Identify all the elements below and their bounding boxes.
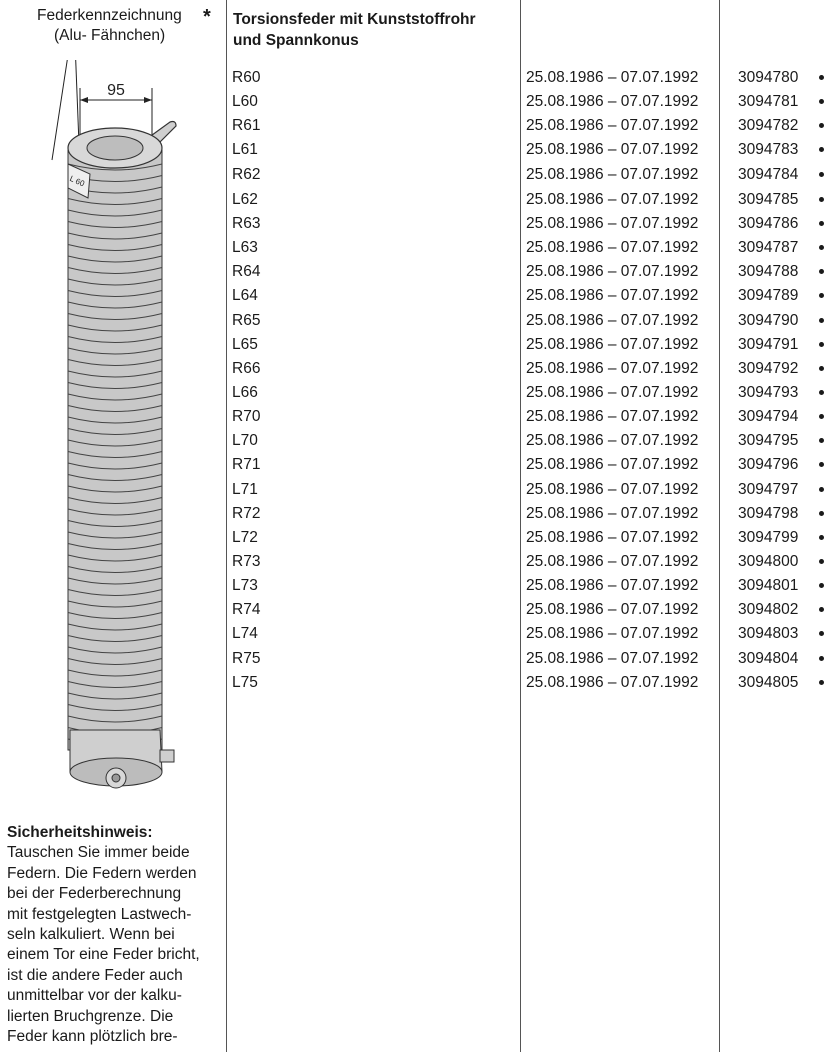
bullet-dot-icon [819,366,824,371]
header-title-line1: Torsionsfeder mit Kunststoffrohr [233,11,476,28]
spring-name: L61 [232,141,258,158]
article-number: 3094786 [738,215,799,232]
dimension-value: 95 [107,82,125,99]
table-row [0,239,839,263]
bullet-dot-icon [819,438,824,443]
article-number: 3094782 [738,117,799,134]
spring-name: L72 [232,529,258,546]
table-row [0,166,839,190]
article-number: 3094784 [738,166,799,183]
production-period: 25.08.1986 – 07.07.1992 [526,312,699,329]
production-period: 25.08.1986 – 07.07.1992 [526,336,699,353]
safety-line: einem Tor eine Feder bricht, [7,946,200,964]
production-period: 25.08.1986 – 07.07.1992 [526,505,699,522]
table-row [0,141,839,165]
article-number: 3094796 [738,456,799,473]
bullet-dot-icon [819,559,824,564]
spring-name: L64 [232,287,258,304]
table-row [0,432,839,456]
alu-flag-text: L 60 [68,174,86,189]
article-number: 3094795 [738,432,799,449]
safety-line: lierten Bruchgrenze. Die [7,1007,174,1025]
table-row [0,529,839,553]
bullet-dot-icon [819,656,824,661]
spring-name: R72 [232,505,261,522]
article-number: 3094803 [738,625,799,642]
production-period: 25.08.1986 – 07.07.1992 [526,263,699,280]
production-period: 25.08.1986 – 07.07.1992 [526,529,699,546]
article-number: 3094805 [738,674,799,691]
article-number: 3094802 [738,601,799,618]
bullet-dot-icon [819,487,824,492]
bullet-dot-icon [819,583,824,588]
article-number: 3094788 [738,263,799,280]
spring-name: R70 [232,408,261,425]
spring-name: R60 [232,69,261,86]
table-row [0,601,839,625]
article-number: 3094793 [738,384,799,401]
article-number: 3094785 [738,191,799,208]
header-title-line2: und Spannkonus [233,32,359,49]
safety-line: Federn. Die Federn werden [7,864,197,882]
spring-name: R71 [232,456,261,473]
spring-name: R73 [232,553,261,570]
production-period: 25.08.1986 – 07.07.1992 [526,432,699,449]
spring-name: R62 [232,166,261,183]
spring-name: R63 [232,215,261,232]
spring-name: L65 [232,336,258,353]
table-row [0,481,839,505]
table-row [0,384,839,408]
bullet-dot-icon [819,680,824,685]
bullet-dot-icon [819,147,824,152]
spring-name: R65 [232,312,261,329]
spring-name: L73 [232,577,258,594]
safety-line: mit festgelegten Lastwech- [7,905,192,923]
article-number: 3094797 [738,481,799,498]
table-row [0,215,839,239]
bullet-dot-icon [819,123,824,128]
article-number: 3094794 [738,408,799,425]
spring-name: R74 [232,601,261,618]
article-number: 3094781 [738,93,799,110]
bullet-dot-icon [819,318,824,323]
table-row [0,650,839,674]
spring-name: L66 [232,384,258,401]
spring-name: R66 [232,360,261,377]
spring-name: L75 [232,674,258,691]
article-number: 3094790 [738,312,799,329]
article-number: 3094799 [738,529,799,546]
production-period: 25.08.1986 – 07.07.1992 [526,215,699,232]
spring-cone-bolt-hole [112,774,120,782]
table-row [0,577,839,601]
article-number: 3094800 [738,553,799,570]
bullet-dot-icon [819,293,824,298]
article-number: 3094804 [738,650,799,667]
safety-line: Feder kann plötzlich bre- [7,1028,178,1046]
production-period: 25.08.1986 – 07.07.1992 [526,166,699,183]
spring-name: L71 [232,481,258,498]
bullet-dot-icon [819,462,824,467]
spring-cone-screw [160,750,174,762]
table-row [0,360,839,384]
figure-label-line2: (Alu- Fähnchen) [54,27,166,44]
bullet-dot-icon [819,99,824,104]
safety-line: seln kalkuliert. Wenn bei [7,926,175,944]
table-row [0,408,839,432]
spring-name: R64 [232,263,261,280]
production-period: 25.08.1986 – 07.07.1992 [526,117,699,134]
table-row [0,674,839,698]
safety-line: bei der Federberechnung [7,885,182,903]
bullet-dot-icon [819,221,824,226]
table-row [0,69,839,93]
production-period: 25.08.1986 – 07.07.1992 [526,93,699,110]
production-period: 25.08.1986 – 07.07.1992 [526,69,699,86]
article-number: 3094789 [738,287,799,304]
figure-label-line1: Federkennzeichnung [37,7,182,24]
safety-line: Tauschen Sie immer beide [7,844,190,862]
production-period: 25.08.1986 – 07.07.1992 [526,384,699,401]
table-row [0,336,839,360]
production-period: 25.08.1986 – 07.07.1992 [526,287,699,304]
table-row [0,625,839,649]
production-period: 25.08.1986 – 07.07.1992 [526,408,699,425]
bullet-dot-icon [819,390,824,395]
safety-note [7,823,219,1047]
bullet-dot-icon [819,511,824,516]
production-period: 25.08.1986 – 07.07.1992 [526,577,699,594]
bullet-dot-icon [819,631,824,636]
production-period: 25.08.1986 – 07.07.1992 [526,481,699,498]
table-row [0,456,839,480]
spring-name: R61 [232,117,261,134]
asterisk-mark: * [203,6,211,28]
bullet-dot-icon [819,269,824,274]
production-period: 25.08.1986 – 07.07.1992 [526,601,699,618]
article-number: 3094791 [738,336,799,353]
production-period: 25.08.1986 – 07.07.1992 [526,674,699,691]
table-row [0,312,839,336]
production-period: 25.08.1986 – 07.07.1992 [526,141,699,158]
spring-name: L74 [232,625,258,642]
spring-name: L60 [232,93,258,110]
article-number: 3094783 [738,141,799,158]
article-number: 3094780 [738,69,799,86]
table-row [0,553,839,577]
article-number: 3094801 [738,577,799,594]
spring-name: L63 [232,239,258,256]
bullet-dot-icon [819,172,824,177]
article-number: 3094792 [738,360,799,377]
production-period: 25.08.1986 – 07.07.1992 [526,553,699,570]
article-number: 3094798 [738,505,799,522]
table-row [0,287,839,311]
bullet-dot-icon [819,75,824,80]
table-row [0,263,839,287]
bullet-dot-icon [819,535,824,540]
table-header [233,9,515,51]
spring-name: L70 [232,432,258,449]
production-period: 25.08.1986 – 07.07.1992 [526,360,699,377]
table-row [0,191,839,215]
bullet-dot-icon [819,245,824,250]
spring-name: L62 [232,191,258,208]
production-period: 25.08.1986 – 07.07.1992 [526,191,699,208]
bullet-dot-icon [819,414,824,419]
table-row [0,93,839,117]
production-period: 25.08.1986 – 07.07.1992 [526,650,699,667]
bullet-dot-icon [819,607,824,612]
production-period: 25.08.1986 – 07.07.1992 [526,239,699,256]
spring-name: R75 [232,650,261,667]
safety-title: Sicherheitshinweis: [7,824,153,841]
table-row [0,117,839,141]
article-number: 3094787 [738,239,799,256]
safety-line: unmittelbar vor der kalku- [7,987,182,1005]
bullet-dot-icon [819,197,824,202]
safety-line: ist die andere Feder auch [7,966,183,984]
bullet-dot-icon [819,342,824,347]
table-row [0,505,839,529]
production-period: 25.08.1986 – 07.07.1992 [526,625,699,642]
production-period: 25.08.1986 – 07.07.1992 [526,456,699,473]
